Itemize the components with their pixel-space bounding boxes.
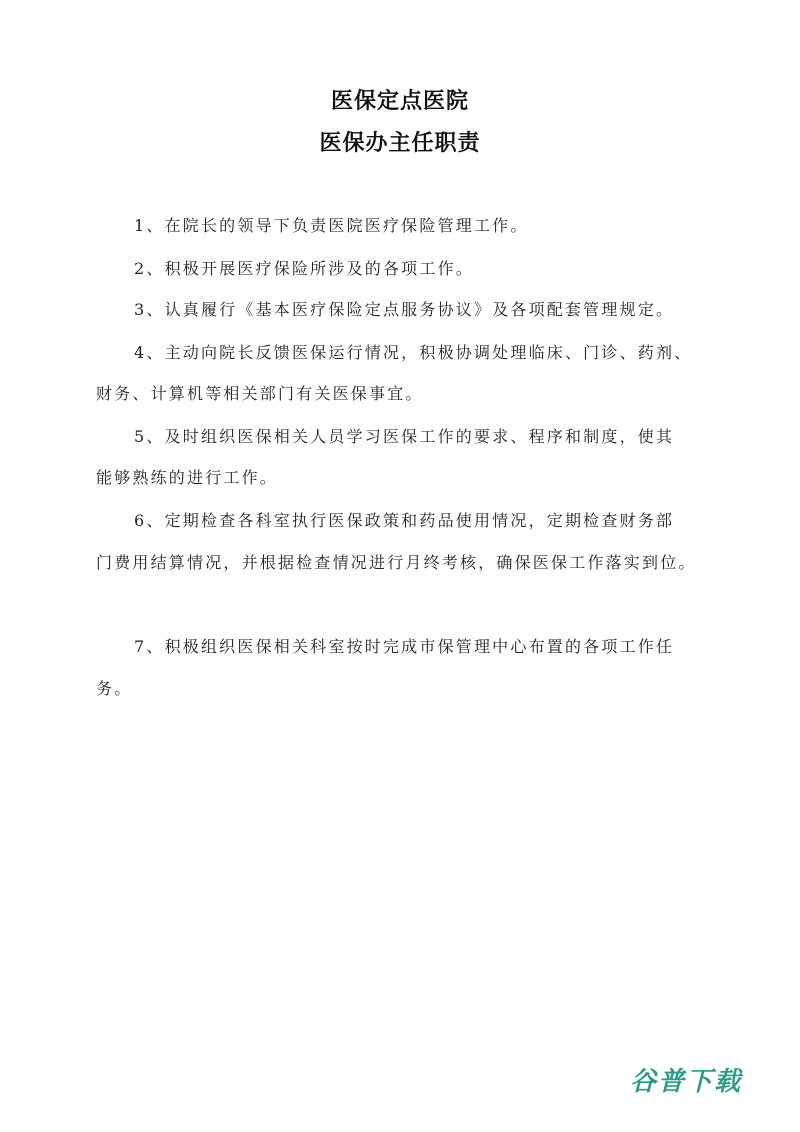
duty-item-7-line-2: 务。 — [96, 679, 133, 698]
watermark — [630, 1061, 742, 1098]
duty-item-5-line-2: 能够熟练的进行工作。 — [96, 468, 279, 487]
watermark-text: 谷普下载 — [629, 1067, 742, 1097]
duty-item-3: 3、认真履行《基本医疗保险定点服务协议》及各项配套管理规定。 — [134, 300, 675, 319]
document-title: 医保定点医院 — [330, 88, 469, 114]
duty-item-4-line-2: 财务、计算机等相关部门有关医保事宜。 — [96, 384, 424, 403]
duty-item-4-line-1: 4、主动向院长反馈医保运行情况，积极协调处理临床、门诊、药剂、 — [134, 343, 693, 362]
duty-item-2: 2、积极开展医疗保险所涉及的各项工作。 — [134, 259, 474, 278]
duty-item-5-line-1: 5、及时组织医保相关人员学习医保工作的要求、程序和制度，使其 — [134, 427, 675, 446]
document-subtitle: 医保办主任职责 — [319, 130, 481, 156]
duty-item-1: 1、在院长的领导下负责医院医疗保险管理工作。 — [134, 216, 529, 235]
duty-item-6-line-2: 门费用结算情况，并根据检查情况进行月终考核，确保医保工作落实到位。 — [96, 553, 697, 572]
duty-item-7-line-1: 7、积极组织医保相关科室按时完成市保管理中心布置的各项工作任 — [134, 637, 675, 656]
duty-item-6-line-1: 6、定期检查各科室执行医保政策和药品使用情况，定期检查财务部 — [134, 511, 675, 530]
